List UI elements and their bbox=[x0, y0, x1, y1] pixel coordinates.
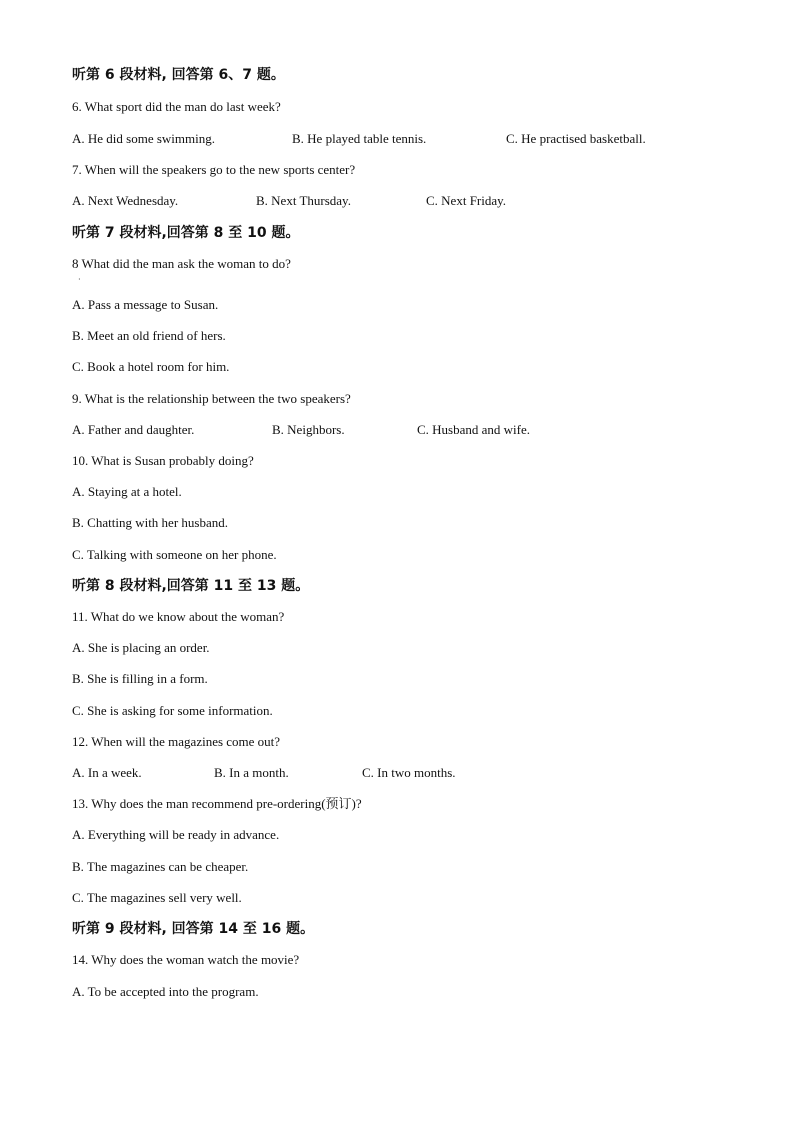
q13-option-b: B. The magazines can be cheaper. bbox=[72, 859, 249, 874]
q6-option-b: B. He played table tennis. bbox=[292, 131, 427, 146]
q9-option-a: A. Father and daughter. bbox=[72, 422, 195, 437]
q12-option-c: C. In two months. bbox=[362, 765, 456, 780]
question-12: 12. When will the magazines come out? bbox=[72, 734, 281, 749]
q7-option-a: A. Next Wednesday. bbox=[72, 193, 179, 208]
section-heading-9: 听第 9 段材料, 回答第 14 至 16 题。 bbox=[72, 921, 315, 937]
section-heading-7: 听第 7 段材料,回答第 8 至 10 题。 bbox=[72, 225, 300, 241]
question-6: 6. What sport did the man do last week? bbox=[72, 99, 281, 114]
q10-option-c: C. Talking with someone on her phone. bbox=[72, 547, 277, 562]
section-heading-8: 听第 8 段材料,回答第 11 至 13 题。 bbox=[72, 578, 310, 594]
question-7: 7. When will the speakers go to the new sports center? bbox=[72, 162, 356, 177]
q9-option-c: C. Husband and wife. bbox=[417, 422, 531, 437]
q8-option-b: B. Meet an old friend of hers. bbox=[72, 328, 226, 343]
q9-option-b: B. Neighbors. bbox=[272, 422, 345, 437]
q10-option-a: A. Staying at a hotel. bbox=[72, 484, 182, 499]
q13-option-c: C. The magazines sell very well. bbox=[72, 890, 242, 905]
question-13: 13. Why does the man recommend pre-ordering(预订)? bbox=[72, 796, 362, 811]
question-14: 14. Why does the woman watch the movie? bbox=[72, 952, 300, 967]
question-11: 11. What do we know about the woman? bbox=[72, 609, 285, 624]
q12-option-a: A. In a week. bbox=[72, 765, 142, 780]
q12-option-b: B. In a month. bbox=[214, 765, 289, 780]
question-8: 8 What did the man ask the woman to do? bbox=[72, 256, 291, 271]
q8-option-c: C. Book a hotel room for him. bbox=[72, 359, 230, 374]
q13-option-a: A. Everything will be ready in advance. bbox=[72, 827, 280, 842]
q11-option-c: C. She is asking for some information. bbox=[72, 703, 273, 718]
section-heading-6: 听第 6 段材料, 回答第 6、7 题。 bbox=[72, 67, 285, 83]
question-10: 10. What is Susan probably doing? bbox=[72, 453, 254, 468]
q8-option-a: A. Pass a message to Susan. bbox=[72, 297, 219, 312]
q11-option-b: B. She is filling in a form. bbox=[72, 671, 208, 686]
q7-option-b: B. Next Thursday. bbox=[256, 193, 351, 208]
q11-option-a: A. She is placing an order. bbox=[72, 640, 210, 655]
question-9: 9. What is the relationship between the two speakers? bbox=[72, 391, 351, 406]
q6-option-a: A. He did some swimming. bbox=[72, 131, 215, 146]
q10-option-b: B. Chatting with her husband. bbox=[72, 515, 228, 530]
q6-option-c: C. He practised basketball. bbox=[506, 131, 646, 146]
q14-option-a: A. To be accepted into the program. bbox=[72, 984, 259, 999]
q7-option-c: C. Next Friday. bbox=[426, 193, 507, 208]
stray-mark: · bbox=[78, 275, 81, 284]
